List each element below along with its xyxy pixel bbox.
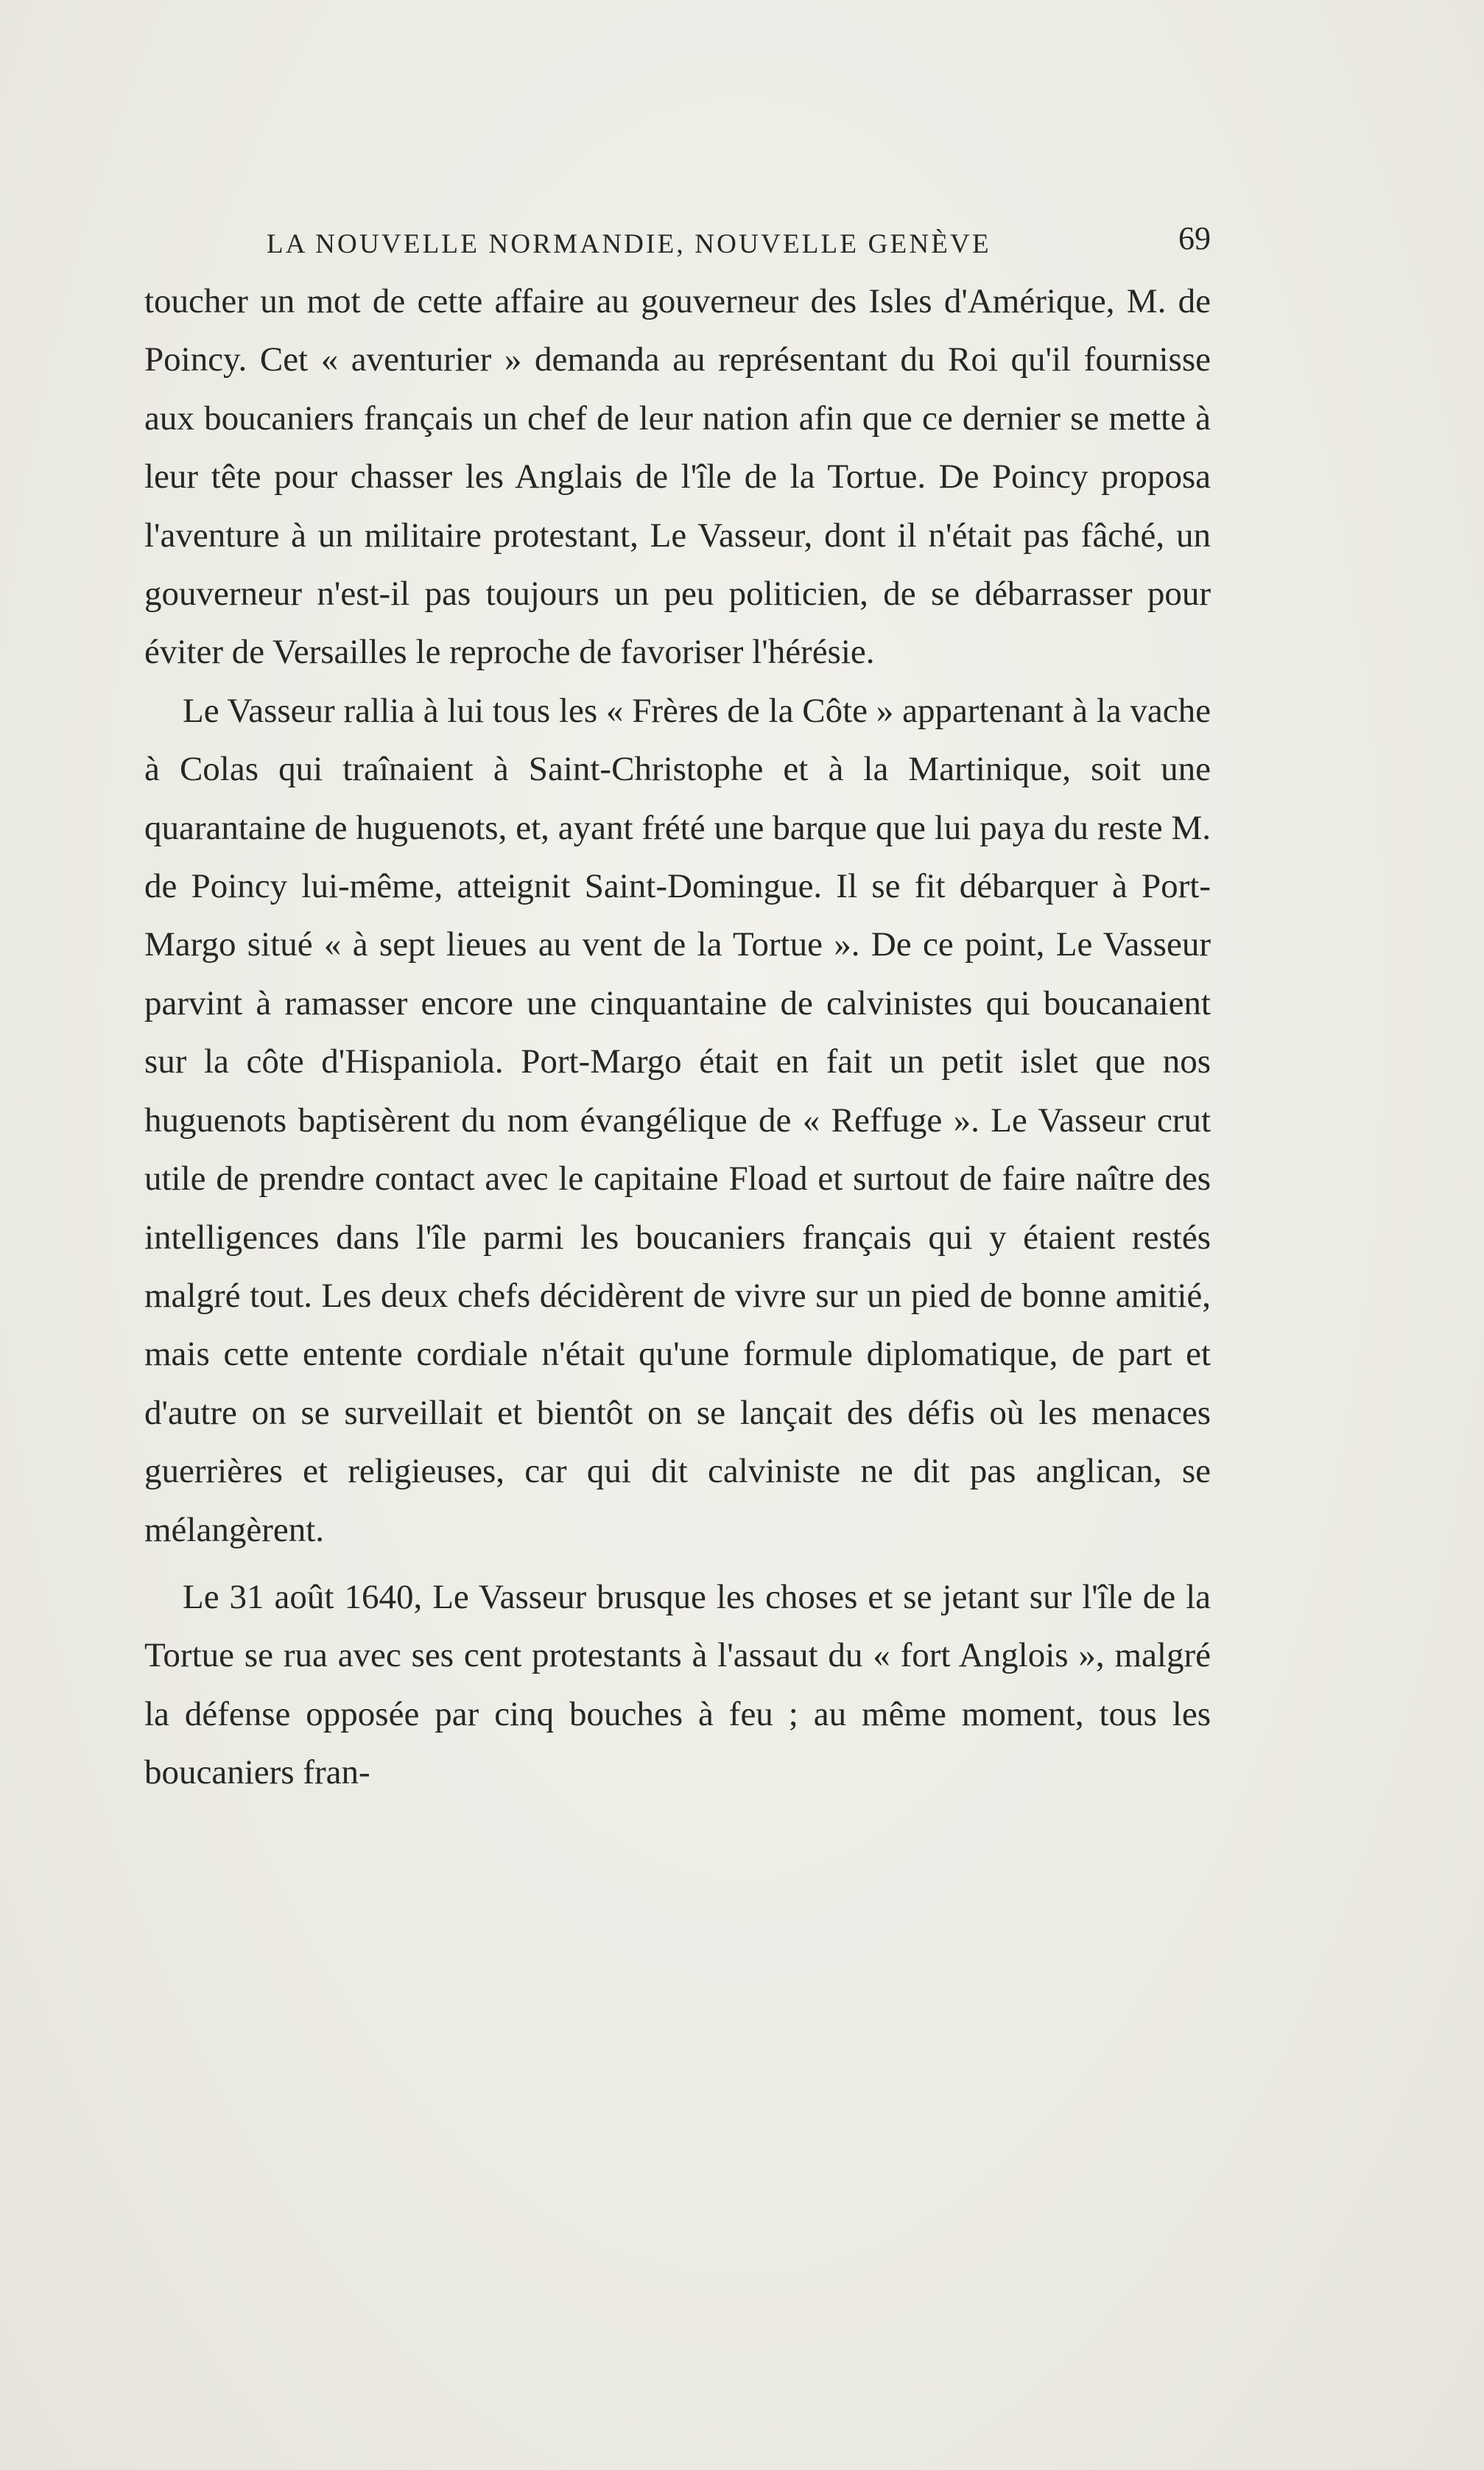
running-head <box>144 214 1211 273</box>
paragraph-1: toucher un mot de cette affaire au gouverneur des Isles d'Amérique, M. de Poincy. Cet « aventurier » demanda au représentant du Roi qu'il fournisse aux boucaniers français un chef de leur nation afin que ce dernier se mette à leur tête pour chasser les Anglais de l'île de la Tortue. De Poincy proposa l'aventure à un militaire protestant, Le Vasseur, dont il n'était pas fâché, un gouverneur n'est-il pas toujours un peu politicien, de se débarrasser pour éviter de Versailles le reproche de favoriser l'hérésie. <box>144 282 1211 672</box>
text-block <box>144 214 1211 1803</box>
running-title: LA NOUVELLE NORMANDIE, NOUVELLE GENÈVE <box>267 229 991 259</box>
paragraph-2: Le Vasseur rallia à lui tous les « Frères de la Côte » appartenant à la vache à Colas qui traînaient à Saint-Christophe et à la Martinique, soit une quarantaine de huguenots, et, ayant frété une barque que lui paya du reste M. de Poincy lui-même, atteignit Saint-Domingue. Il se fit débarquer à Port-Margo situé « à sept lieues au vent de la Tortue ». De ce point, Le Vasseur parvint à ramasser encore une cinquantaine de calvinistes qui boucanaient sur la côte d'Hispaniola. Port-Margo était en fait un petit islet que nos huguenots baptisèrent du nom évangélique de « Reffuge ». Le Vasseur crut utile de prendre contact avec le capitaine Fload et surtout de faire naître des intelligences dans l'île parmi les boucaniers français qui y étaient restés malgré tout. Les deux chefs décidèrent de vivre sur un pied de bonne amitié, mais cette entente cordiale n'était qu'une formule diplomatique, de part et d'autre on se surveillait et bientôt on se lançait des défis où les menaces guerrières et religieuses, car qui dit calviniste ne dit pas anglican, se mélangèrent. <box>144 691 1211 1549</box>
paragraph-3: Le 31 août 1640, Le Vasseur brusque les choses et se jetant sur l'île de la Tortue se rua avec ses cent protestants à l'assaut du « fort Anglois », malgré la défense opposée par cinq bouches à feu ; au même moment, tous les boucaniers fran- <box>144 1577 1211 1792</box>
body-text <box>144 273 1211 1803</box>
page-number: 69 <box>1178 220 1211 256</box>
